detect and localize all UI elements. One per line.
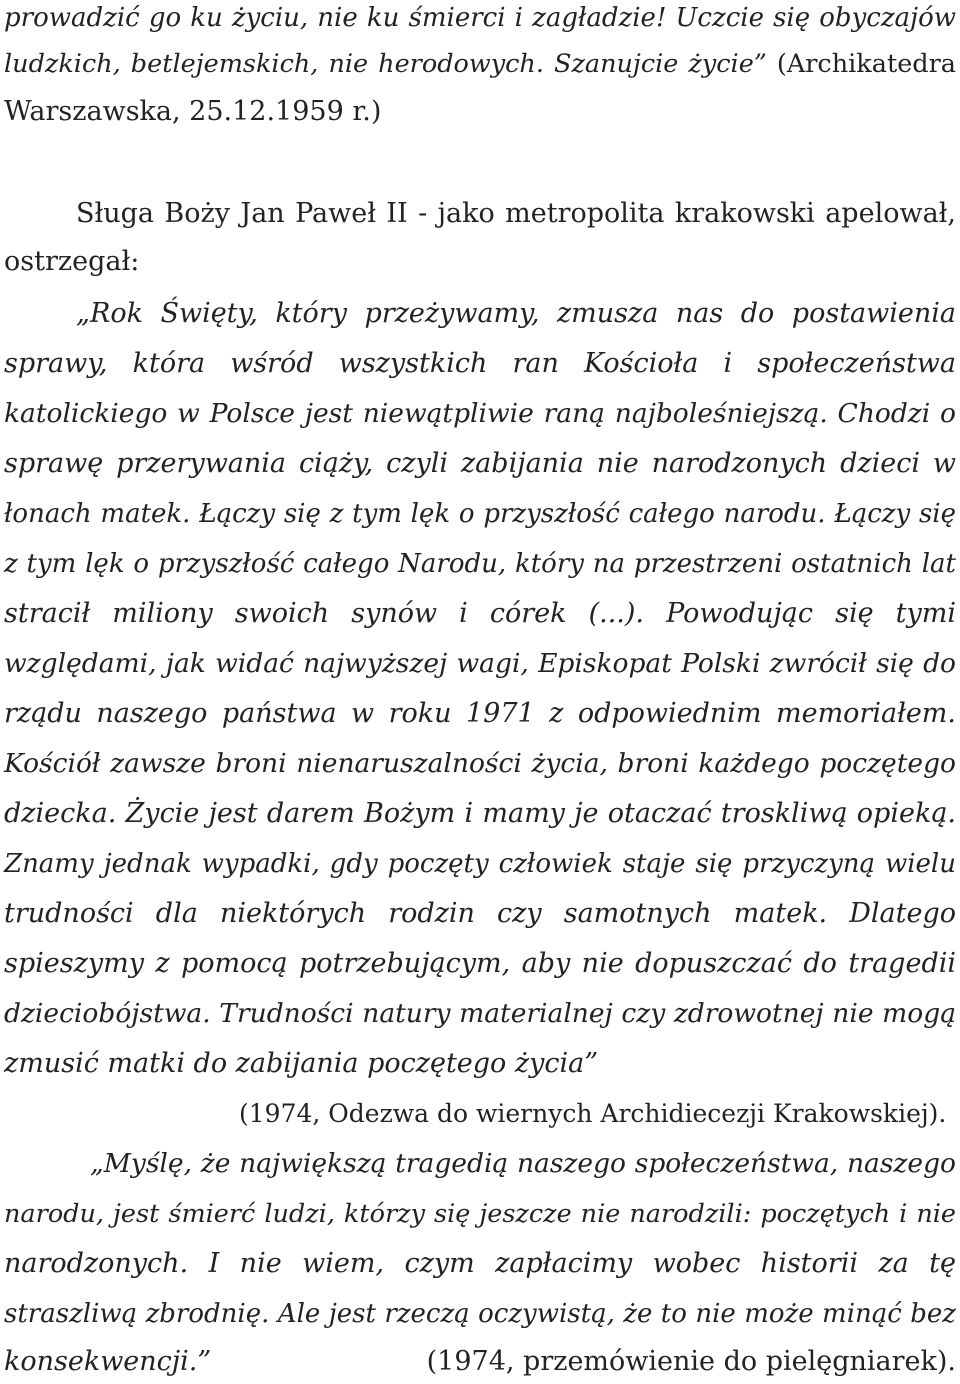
citation-text: (1974, przemówienie do pielęgniarek). [426,1346,956,1377]
italic-text: spieszymy z pomocą potrzebującym, aby nie dopuszczać do tragedii [4,948,956,979]
italic-text: dziecka. Życie jest darem Bożym i mamy je otaczać troskliwą opieką. [4,798,956,829]
regular-text: Warszawska, 25.12.1959 r.) [4,96,382,127]
italic-text: „Myślę, że największą tragedią naszego społeczeństwa, naszego [90,1148,956,1179]
text-line [4,1194,956,1234]
text-line [4,44,956,84]
regular-text: (Archikatedra [766,49,956,79]
italic-text: dzieciobójstwa. Trudności natury materialnej czy zdrowotnej nie mogą [4,998,956,1029]
text-line [4,92,956,132]
italic-text: „Rok Święty, który przeżywamy, zmusza nas do postawienia [76,298,956,329]
text-line [4,1044,956,1084]
text-line [4,242,956,282]
italic-text: zmusić matki do zabijania poczętego życia” [4,1048,599,1079]
text-line [4,444,956,484]
italic-text: katolickiego w Polsce jest niewątpliwie raną najboleśniejszą. Chodzi o [4,398,956,429]
italic-text: straszliwą zbrodnię. Ale jest rzeczą oczywistą, że to nie może minąć bez [4,1299,956,1329]
text-line [4,844,956,884]
italic-text: sprawy, która wśród wszystkich ran Kościoła i społeczeństwa [4,348,956,379]
italic-text: konsekwencji.” [4,1346,212,1377]
italic-text: narodzonych. I nie wiem, czym zapłacimy wobec historii za tę [4,1248,956,1279]
italic-text: z tym lęk o przyszłość całego Narodu, który na przestrzeni ostatnich lat [4,549,956,579]
text-line [4,1342,956,1382]
italic-text: ludzkich, betlejemskich, nie herodowych. Szanujcie życie” [4,49,767,79]
italic-text: Kościół zawsze broni nienaruszalności życia, broni każdego poczętego [4,748,956,779]
italic-text: względami, jak widać najwyższej wagi, Episkopat Polski zwrócił się do [4,648,956,679]
text-line [4,0,956,38]
text-line [4,794,956,834]
regular-text: ostrzegał: [4,246,140,277]
text-line [4,694,956,734]
text-line [4,294,956,334]
regular-text: Sługa Boży Jan Paweł II - jako metropolita krakowski apelował, [76,198,956,229]
italic-text: narodu, jest śmierć ludzi, którzy się jeszcze nie narodzili: poczętych i nie [4,1199,956,1229]
text-line [4,1244,956,1284]
text-line [4,894,956,934]
text-line [4,344,956,384]
text-line [4,594,956,634]
italic-text: stracił miliony swoich synów i córek (...). Powodując się tymi [4,598,956,629]
italic-text: sprawę przerywania ciąży, czyli zabijania nie narodzonych dzieci w [4,448,956,479]
text-line [4,944,956,984]
text-line [4,994,956,1034]
italic-text: Znamy jednak wypadki, gdy poczęty człowiek staje się przyczyną wielu [4,849,956,879]
text-line [4,394,956,434]
citation-line [4,1094,956,1134]
italic-text: rządu naszego państwa w roku 1971 z odpowiednim memoriałem. [4,698,956,729]
text-line [4,1294,956,1334]
text-line [4,194,956,234]
italic-text: trudności dla niektórych rodzin czy samotnych matek. Dlatego [4,898,956,929]
text-line [4,494,956,534]
italic-text: prowadzić go ku życiu, nie ku śmierci i zagładzie! Uczcie się obyczajów [4,3,956,33]
text-line [4,1144,956,1184]
italic-text: łonach matek. Łączy się z tym lęk o przyszłość całego narodu. Łączy się [4,499,956,529]
text-line [4,544,956,584]
text-line [4,744,956,784]
regular-text: (1974, Odezwa do wiernych Archidiecezji Krakowskiej). [239,1099,947,1128]
text-line [4,644,956,684]
